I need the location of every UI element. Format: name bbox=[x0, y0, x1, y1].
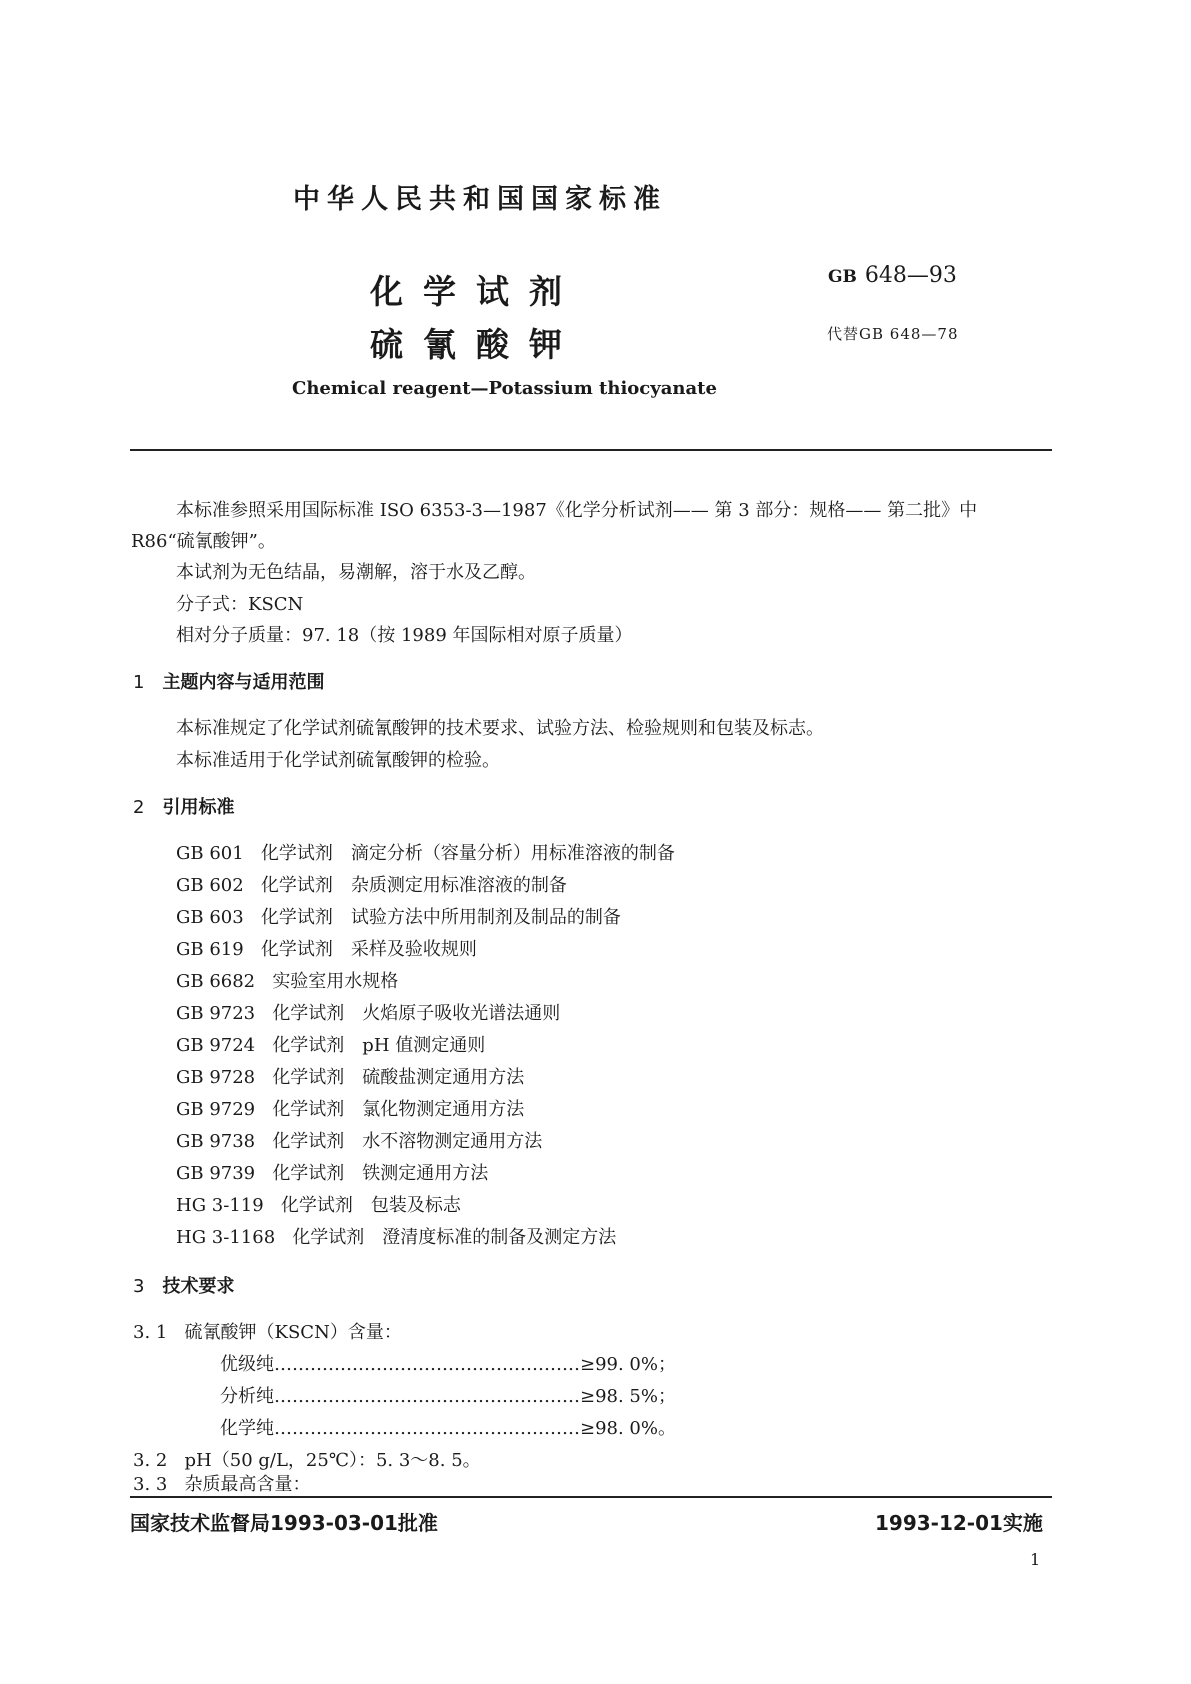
reference-code: HG 3-1168 bbox=[176, 1227, 276, 1248]
reference-title: 化学试剂 水不溶物测定通用方法 bbox=[272, 1131, 543, 1152]
reference-item bbox=[176, 1191, 461, 1217]
grade-label: 化学纯 bbox=[220, 1418, 274, 1439]
grade-label: 分析纯 bbox=[220, 1386, 274, 1407]
title-line-2: 硫氰酸钾 bbox=[370, 325, 582, 364]
footer-divider bbox=[130, 1496, 1052, 1498]
approval-note: 国家技术监督局1993-03-01批准 bbox=[130, 1511, 438, 1535]
reference-item bbox=[176, 871, 567, 897]
intro-molecular-mass: 相对分子质量：97. 18（按 1989 年国际相对原子质量） bbox=[176, 625, 633, 646]
grade-row bbox=[220, 1382, 676, 1408]
intro-paragraph-line-2: R86“硫氰酸钾”。 bbox=[131, 531, 276, 552]
clause-3-1 bbox=[133, 1318, 402, 1344]
clause-3-2-text: pH（50 g/L，25℃）：5. 3～8. 5。 bbox=[184, 1450, 481, 1471]
reference-code: HG 3-119 bbox=[176, 1195, 264, 1216]
reference-title: 化学试剂 火焰原子吸收光谱法通则 bbox=[272, 1003, 561, 1024]
reference-title: 化学试剂 包装及标志 bbox=[280, 1195, 461, 1216]
issuing-authority: 中华人民共和国国家标准 bbox=[293, 184, 667, 215]
leader-dots: …………………………………………… bbox=[274, 1386, 580, 1407]
replaces-note: 代替GB 648—78 bbox=[827, 325, 959, 343]
section-3-title: 技术要求 bbox=[162, 1276, 235, 1297]
reference-code: GB 9738 bbox=[176, 1131, 256, 1152]
reference-title: 化学试剂 采样及验收规则 bbox=[260, 939, 477, 960]
grade-label: 优级纯 bbox=[220, 1354, 274, 1375]
reference-code: GB 602 bbox=[176, 875, 244, 896]
reference-item bbox=[176, 967, 398, 993]
standard-code-prefix: GB bbox=[828, 267, 857, 287]
intro-formula: 分子式：KSCN bbox=[176, 594, 304, 615]
reference-title: 化学试剂 硫酸盐测定通用方法 bbox=[272, 1067, 525, 1088]
grade-value: ≥98. 0%。 bbox=[580, 1418, 676, 1439]
reference-item bbox=[176, 1159, 488, 1185]
clause-3-1-text: 硫氰酸钾（KSCN）含量： bbox=[184, 1322, 402, 1343]
reference-item bbox=[176, 1127, 542, 1153]
leader-dots: …………………………………………… bbox=[274, 1418, 580, 1439]
reference-code: GB 9739 bbox=[176, 1163, 256, 1184]
section-1-heading bbox=[133, 668, 324, 694]
page-number: 1 bbox=[1030, 1550, 1041, 1569]
grade-value: ≥99. 0%； bbox=[580, 1354, 676, 1375]
reference-code: GB 9723 bbox=[176, 1003, 256, 1024]
reference-code: GB 619 bbox=[176, 939, 244, 960]
reference-title: 化学试剂 试验方法中所用制剂及制品的制备 bbox=[260, 907, 621, 928]
standard-code-number: 648—93 bbox=[864, 263, 957, 288]
reference-code: GB 603 bbox=[176, 907, 244, 928]
section-1-paragraph-1: 本标准规定了化学试剂硫氰酸钾的技术要求、试验方法、检验规则和包装及标志。 bbox=[176, 718, 824, 739]
section-2-title: 引用标准 bbox=[162, 797, 235, 818]
reference-item bbox=[176, 839, 675, 865]
reference-code: GB 9728 bbox=[176, 1067, 256, 1088]
reference-title: 化学试剂 滴定分析（容量分析）用标准溶液的制备 bbox=[260, 843, 675, 864]
clause-3-3-number: 3. 3 bbox=[133, 1474, 168, 1495]
title-line-1: 化学试剂 bbox=[370, 272, 582, 311]
reference-item bbox=[176, 999, 560, 1025]
intro-paragraph-line-1: 本标准参照采用国际标准 ISO 6353-3—1987《化学分析试剂—— 第 3 部分：规格—— 第二批》中 bbox=[176, 500, 978, 521]
clause-3-1-number: 3. 1 bbox=[133, 1322, 168, 1343]
reference-item bbox=[176, 1031, 485, 1057]
grade-row bbox=[220, 1414, 676, 1440]
grade-row bbox=[220, 1350, 676, 1376]
reference-item bbox=[176, 1063, 524, 1089]
reference-title: 化学试剂 铁测定通用方法 bbox=[272, 1163, 489, 1184]
reference-item bbox=[176, 935, 477, 961]
clause-3-3-text: 杂质最高含量： bbox=[184, 1474, 311, 1495]
reference-title: 实验室用水规格 bbox=[272, 971, 399, 992]
clause-3-2 bbox=[133, 1446, 481, 1472]
section-1-number: 1 bbox=[133, 672, 145, 693]
clause-3-3 bbox=[133, 1470, 311, 1496]
section-3-number: 3 bbox=[133, 1276, 145, 1297]
standard-code bbox=[828, 263, 957, 288]
english-title: Chemical reagent—Potassium thiocyanate bbox=[292, 378, 717, 399]
section-1-paragraph-2: 本标准适用于化学试剂硫氰酸钾的检验。 bbox=[176, 750, 500, 771]
section-3-heading bbox=[133, 1272, 234, 1298]
reference-code: GB 6682 bbox=[176, 971, 256, 992]
reference-title: 化学试剂 杂质测定用标准溶液的制备 bbox=[260, 875, 567, 896]
reference-code: GB 9729 bbox=[176, 1099, 256, 1120]
leader-dots: …………………………………………… bbox=[274, 1354, 580, 1375]
section-2-heading bbox=[133, 793, 234, 819]
reference-code: GB 9724 bbox=[176, 1035, 256, 1056]
reference-item bbox=[176, 1095, 524, 1121]
effective-date: 1993-12-01实施 bbox=[875, 1511, 1043, 1535]
section-2-number: 2 bbox=[133, 797, 145, 818]
header-divider bbox=[130, 449, 1052, 451]
reference-title: 化学试剂 澄清度标准的制备及测定方法 bbox=[292, 1227, 617, 1248]
reference-item bbox=[176, 903, 621, 929]
grade-value: ≥98. 5%； bbox=[580, 1386, 676, 1407]
reference-code: GB 601 bbox=[176, 843, 244, 864]
intro-description: 本试剂为无色结晶，易潮解，溶于水及乙醇。 bbox=[176, 562, 536, 583]
reference-item bbox=[176, 1223, 616, 1249]
section-1-title: 主题内容与适用范围 bbox=[162, 672, 325, 693]
clause-3-2-number: 3. 2 bbox=[133, 1450, 168, 1471]
reference-title: 化学试剂 氯化物测定通用方法 bbox=[272, 1099, 525, 1120]
reference-title: 化学试剂 pH 值测定通则 bbox=[272, 1035, 486, 1056]
